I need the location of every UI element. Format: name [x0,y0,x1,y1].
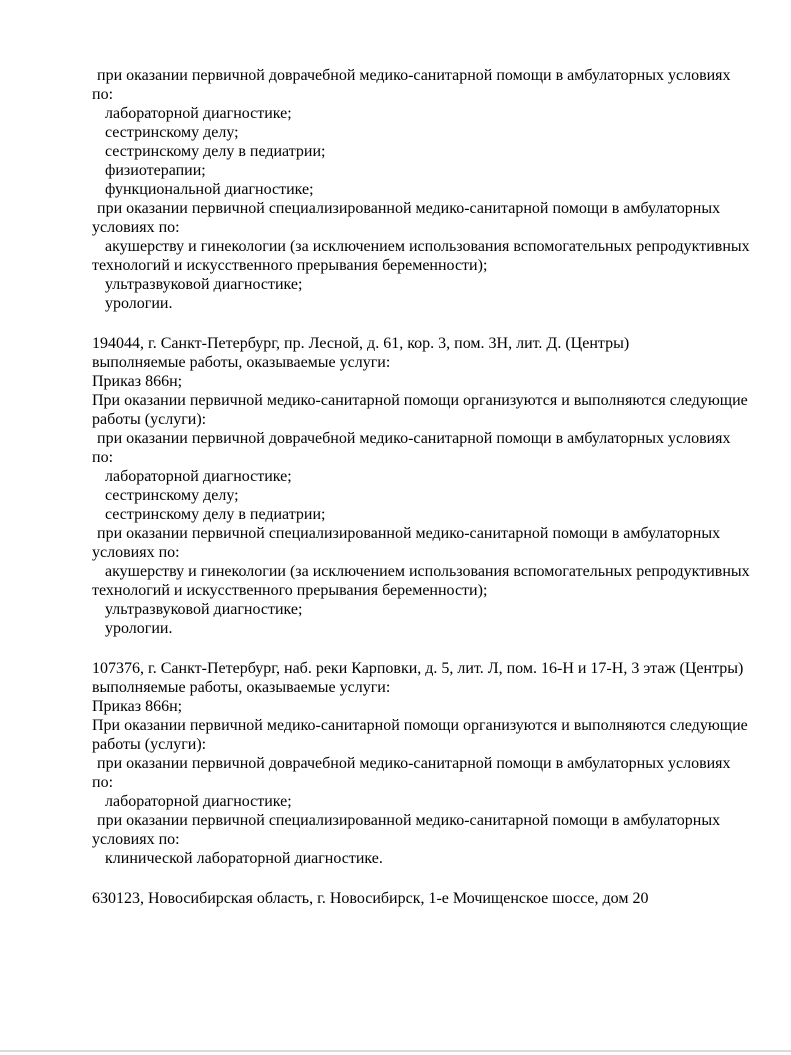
service-item-line: лабораторной диагностике; [105,105,292,122]
service-item-line: ультразвуковой диагностике; [105,601,303,618]
service-item-line: урологии. [105,620,173,637]
service-item-line: сестринскому делу; [105,124,239,141]
continuation-line: технологий и искусственного прерывания беременности); [92,257,488,274]
works-intro-line: При оказании первичной медико-санитарной помощи организуются и выполняются следующие [92,717,748,734]
continuation-line: работы (услуги): [92,411,207,428]
service-item-line: лабораторной диагностике; [105,468,292,485]
address-works-section [92,334,782,638]
service-category-line: при оказании первичной специализированной медико-санитарной помощи в амбулаторных [97,812,721,829]
continuation-line: условиях по: [92,219,180,236]
continuation-line: по: [92,86,114,103]
bottom-divider [0,1050,791,1052]
works-section-continued [92,66,782,313]
service-item-line: сестринскому делу; [105,487,239,504]
address-section [92,889,782,908]
address-works-section [92,659,782,868]
continuation-line: по: [92,774,114,791]
service-item-line: акушерству и гинекологии (за исключением использования вспомогательных репродуктивных [105,238,750,255]
service-item-line: сестринскому делу в педиатрии; [105,143,326,160]
address-line: 194044, г. Санкт-Петербург, пр. Лесной, д. 61, кор. 3, пом. 3Н, лит. Д. (Центры) [92,335,630,352]
continuation-line: по: [92,449,114,466]
service-item-line: клинической лабораторной диагностике. [105,850,383,867]
license-document [92,66,782,908]
order-reference-line: Приказ 866н; [92,373,183,390]
service-category-line: при оказании первичной доврачебной медико-санитарной помощи в амбулаторных условиях [97,430,731,447]
service-category-line: при оказании первичной специализированной медико-санитарной помощи в амбулаторных [97,525,721,542]
works-intro-line: При оказании первичной медико-санитарной помощи организуются и выполняются следующие [92,392,748,409]
address-line: 630123, Новосибирская область, г. Новосибирск, 1-е Мочищенское шоссе, дом 20 [92,890,649,907]
service-category-line: при оказании первичной специализированной медико-санитарной помощи в амбулаторных [97,200,721,217]
service-item-line: сестринскому делу в педиатрии; [105,506,326,523]
service-item-line: урологии. [105,295,173,312]
service-category-line: при оказании первичной доврачебной медико-санитарной помощи в амбулаторных условиях [97,67,731,84]
service-item-line: ультразвуковой диагностике; [105,276,303,293]
service-item-line: физиотерапии; [105,162,206,179]
address-line: 107376, г. Санкт-Петербург, наб. реки Карповки, д. 5, лит. Л, пом. 16-Н и 17-Н, 3 этаж (Центры) [92,660,744,677]
order-reference-line: Приказ 866н; [92,698,183,715]
service-item-line: акушерству и гинекологии (за исключением использования вспомогательных репродуктивных [105,563,750,580]
works-label-line: выполняемые работы, оказываемые услуги: [92,679,391,696]
service-category-line: при оказании первичной доврачебной медико-санитарной помощи в амбулаторных условиях [97,755,731,772]
service-item-line: функциональной диагностике; [105,181,314,198]
continuation-line: работы (услуги): [92,736,207,753]
works-label-line: выполняемые работы, оказываемые услуги: [92,354,391,371]
continuation-line: условиях по: [92,831,180,848]
service-item-line: лабораторной диагностике; [105,793,292,810]
continuation-line: технологий и искусственного прерывания беременности); [92,582,488,599]
continuation-line: условиях по: [92,544,180,561]
